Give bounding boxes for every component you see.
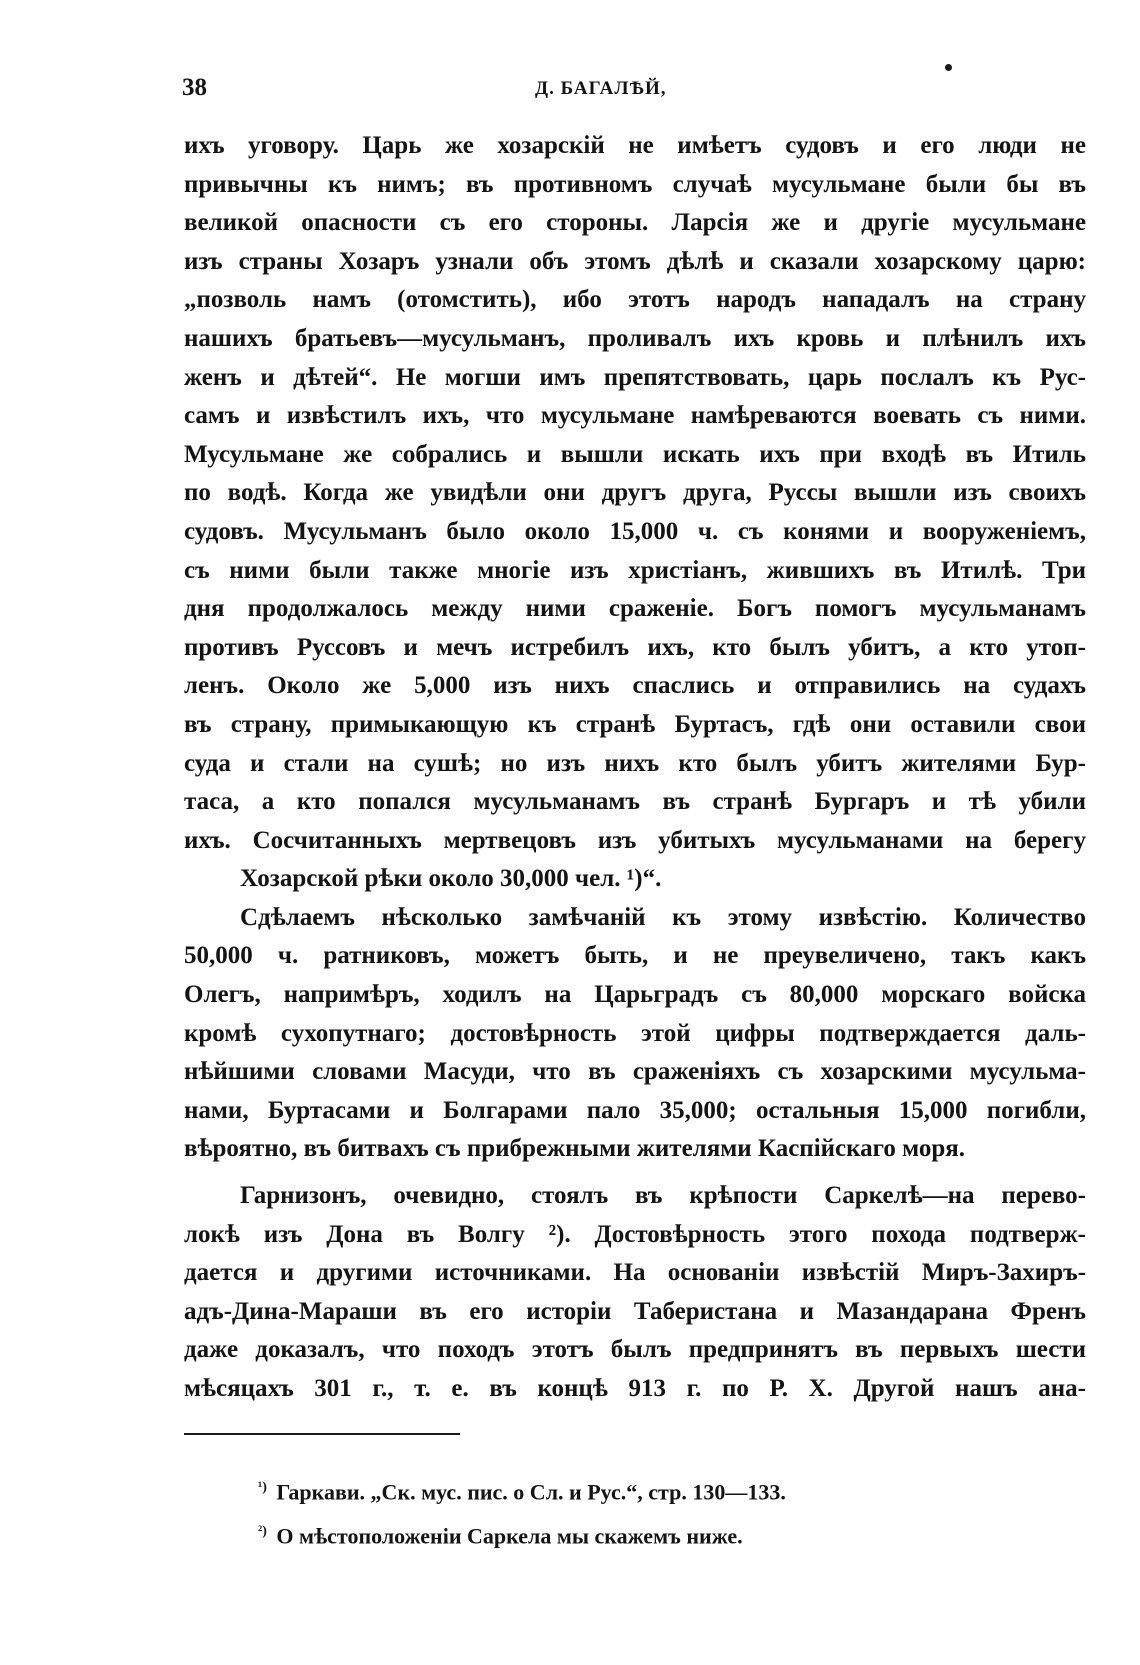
- text-line: дня продолжалось между ними сраженіе. Богъ помогъ мусульманамъ: [184, 595, 1086, 623]
- footnote: [258, 1466, 1058, 1510]
- text-line: Сдѣлаемъ нѣсколько замѣчаній къ этому извѣстію. Количество: [240, 903, 1086, 931]
- text-line: съ ними были также многіе изъ христіанъ, жившихъ въ Итилѣ. Три: [184, 556, 1086, 584]
- body-text: [184, 127, 1086, 1409]
- text-line: адъ-Дина-Мараши въ его исторіи Таберистана и Мазандарана Френъ: [184, 1297, 1086, 1325]
- text-line: суда и стали на сушѣ; но изъ нихъ кто былъ убитъ жителями Бур-: [184, 749, 1086, 777]
- text-line: изъ страны Хозаръ узнали объ этомъ дѣлѣ и сказали хозарскому царю:: [184, 247, 1086, 275]
- text-line: женъ и дѣтей“. Не могши имъ препятствовать, царь послалъ къ Рус-: [184, 363, 1086, 391]
- text-line: по водѣ. Когда же увидѣли они другъ друга, Руссы вышли изъ своихъ: [184, 479, 1086, 507]
- text-line: въ страну, примыкающую къ странѣ Буртасъ, гдѣ они оставили свои: [184, 710, 1086, 738]
- text-line: даже доказалъ, что походъ этотъ былъ предпринятъ въ первыхъ шести: [184, 1336, 1086, 1364]
- text-line: противъ Руссовъ и мечъ истребилъ ихъ, кто былъ убитъ, а кто утоп-: [184, 633, 1086, 661]
- text-line: Гарнизонъ, очевидно, стоялъ въ крѣпости Саркелѣ—на перево-: [240, 1182, 1086, 1210]
- text-line: Хозарской рѣки около 30,000 чел. ¹)“.: [240, 865, 662, 893]
- footnote-text: Гаркави. „Ск. мус. пис. о Сл. и Рус.“, стр. 130—133.: [276, 1479, 786, 1505]
- ink-speck: [945, 64, 952, 71]
- running-title: Д. БАГАЛѢЙ,: [535, 78, 667, 99]
- text-line: „позволь намъ (отомстить), ибо этотъ народъ нападалъ на страну: [184, 286, 1086, 314]
- page-header: [182, 74, 1082, 104]
- text-line: нашихъ братьевъ—мусульманъ, проливалъ ихъ кровь и плѣнилъ ихъ: [184, 324, 1086, 352]
- text-line: таса, а кто попался мусульманамъ въ странѣ Бургаръ и тѣ убили: [184, 788, 1086, 816]
- text-line: локѣ изъ Дона въ Волгу ²). Достовѣрность этого похода подтверж-: [184, 1220, 1086, 1248]
- text-line: дается и другими источниками. На основаніи извѣстій Миръ-Захиръ-: [184, 1259, 1086, 1287]
- text-line: Олегъ, напримѣръ, ходилъ на Царьградъ съ 80,000 морскаго войска: [184, 981, 1086, 1009]
- footnote: [258, 1510, 1058, 1554]
- text-line: самъ и извѣстилъ ихъ, что мусульмане намѣреваются воевать съ ними.: [184, 402, 1086, 430]
- text-line: великой опасности съ его стороны. Ларсія же и другіе мусульмане: [184, 209, 1086, 237]
- text-line: судовъ. Мусульманъ было около 15,000 ч. съ конями и вооруженіемъ,: [184, 517, 1086, 545]
- text-line: нами, Буртасами и Болгарами пало 35,000; остальныя 15,000 погибли,: [184, 1096, 1086, 1124]
- text-line: Мусульмане же собрались и вышли искать ихъ при входѣ въ Итиль: [184, 440, 1086, 468]
- text-line: кромѣ сухопутнаго; достовѣрность этой цифры подтверждается даль-: [184, 1019, 1086, 1047]
- footnote-marker: ²): [258, 1524, 267, 1539]
- text-line: ленъ. Около же 5,000 изъ нихъ спаслись и отправились на судахъ: [184, 672, 1086, 700]
- text-line: 50,000 ч. ратниковъ, можетъ быть, и не преувеличено, такъ какъ: [184, 942, 1086, 970]
- text-line: ихъ. Сосчитанныхъ мертвецовъ изъ убитыхъ мусульманами на берегу: [184, 826, 1086, 854]
- footnote-text: О мѣстоположеніи Саркела мы скажемъ ниже.: [276, 1523, 743, 1549]
- text-line: привычны къ нимъ; въ противномъ случаѣ мусульмане были бы въ: [184, 170, 1086, 198]
- text-line: вѣроятно, въ битвахъ съ прибрежными жителями Каспійскаго моря.: [184, 1135, 966, 1163]
- footnote-rule: [184, 1433, 460, 1435]
- page-number: 38: [182, 74, 207, 101]
- text-line: мѣсяцахъ 301 г., т. е. въ концѣ 913 г. по Р. Х. Другой нашъ ана-: [184, 1375, 1086, 1402]
- text-line: нѣйшими словами Масуди, что въ сраженіяхъ съ хозарскими мусульма-: [184, 1058, 1086, 1086]
- footnotes: [258, 1466, 1058, 1554]
- text-line: ихъ уговору. Царь же хозарскій не имѣетъ судовъ и его люди не: [184, 132, 1086, 159]
- footnote-marker: ¹): [258, 1480, 267, 1495]
